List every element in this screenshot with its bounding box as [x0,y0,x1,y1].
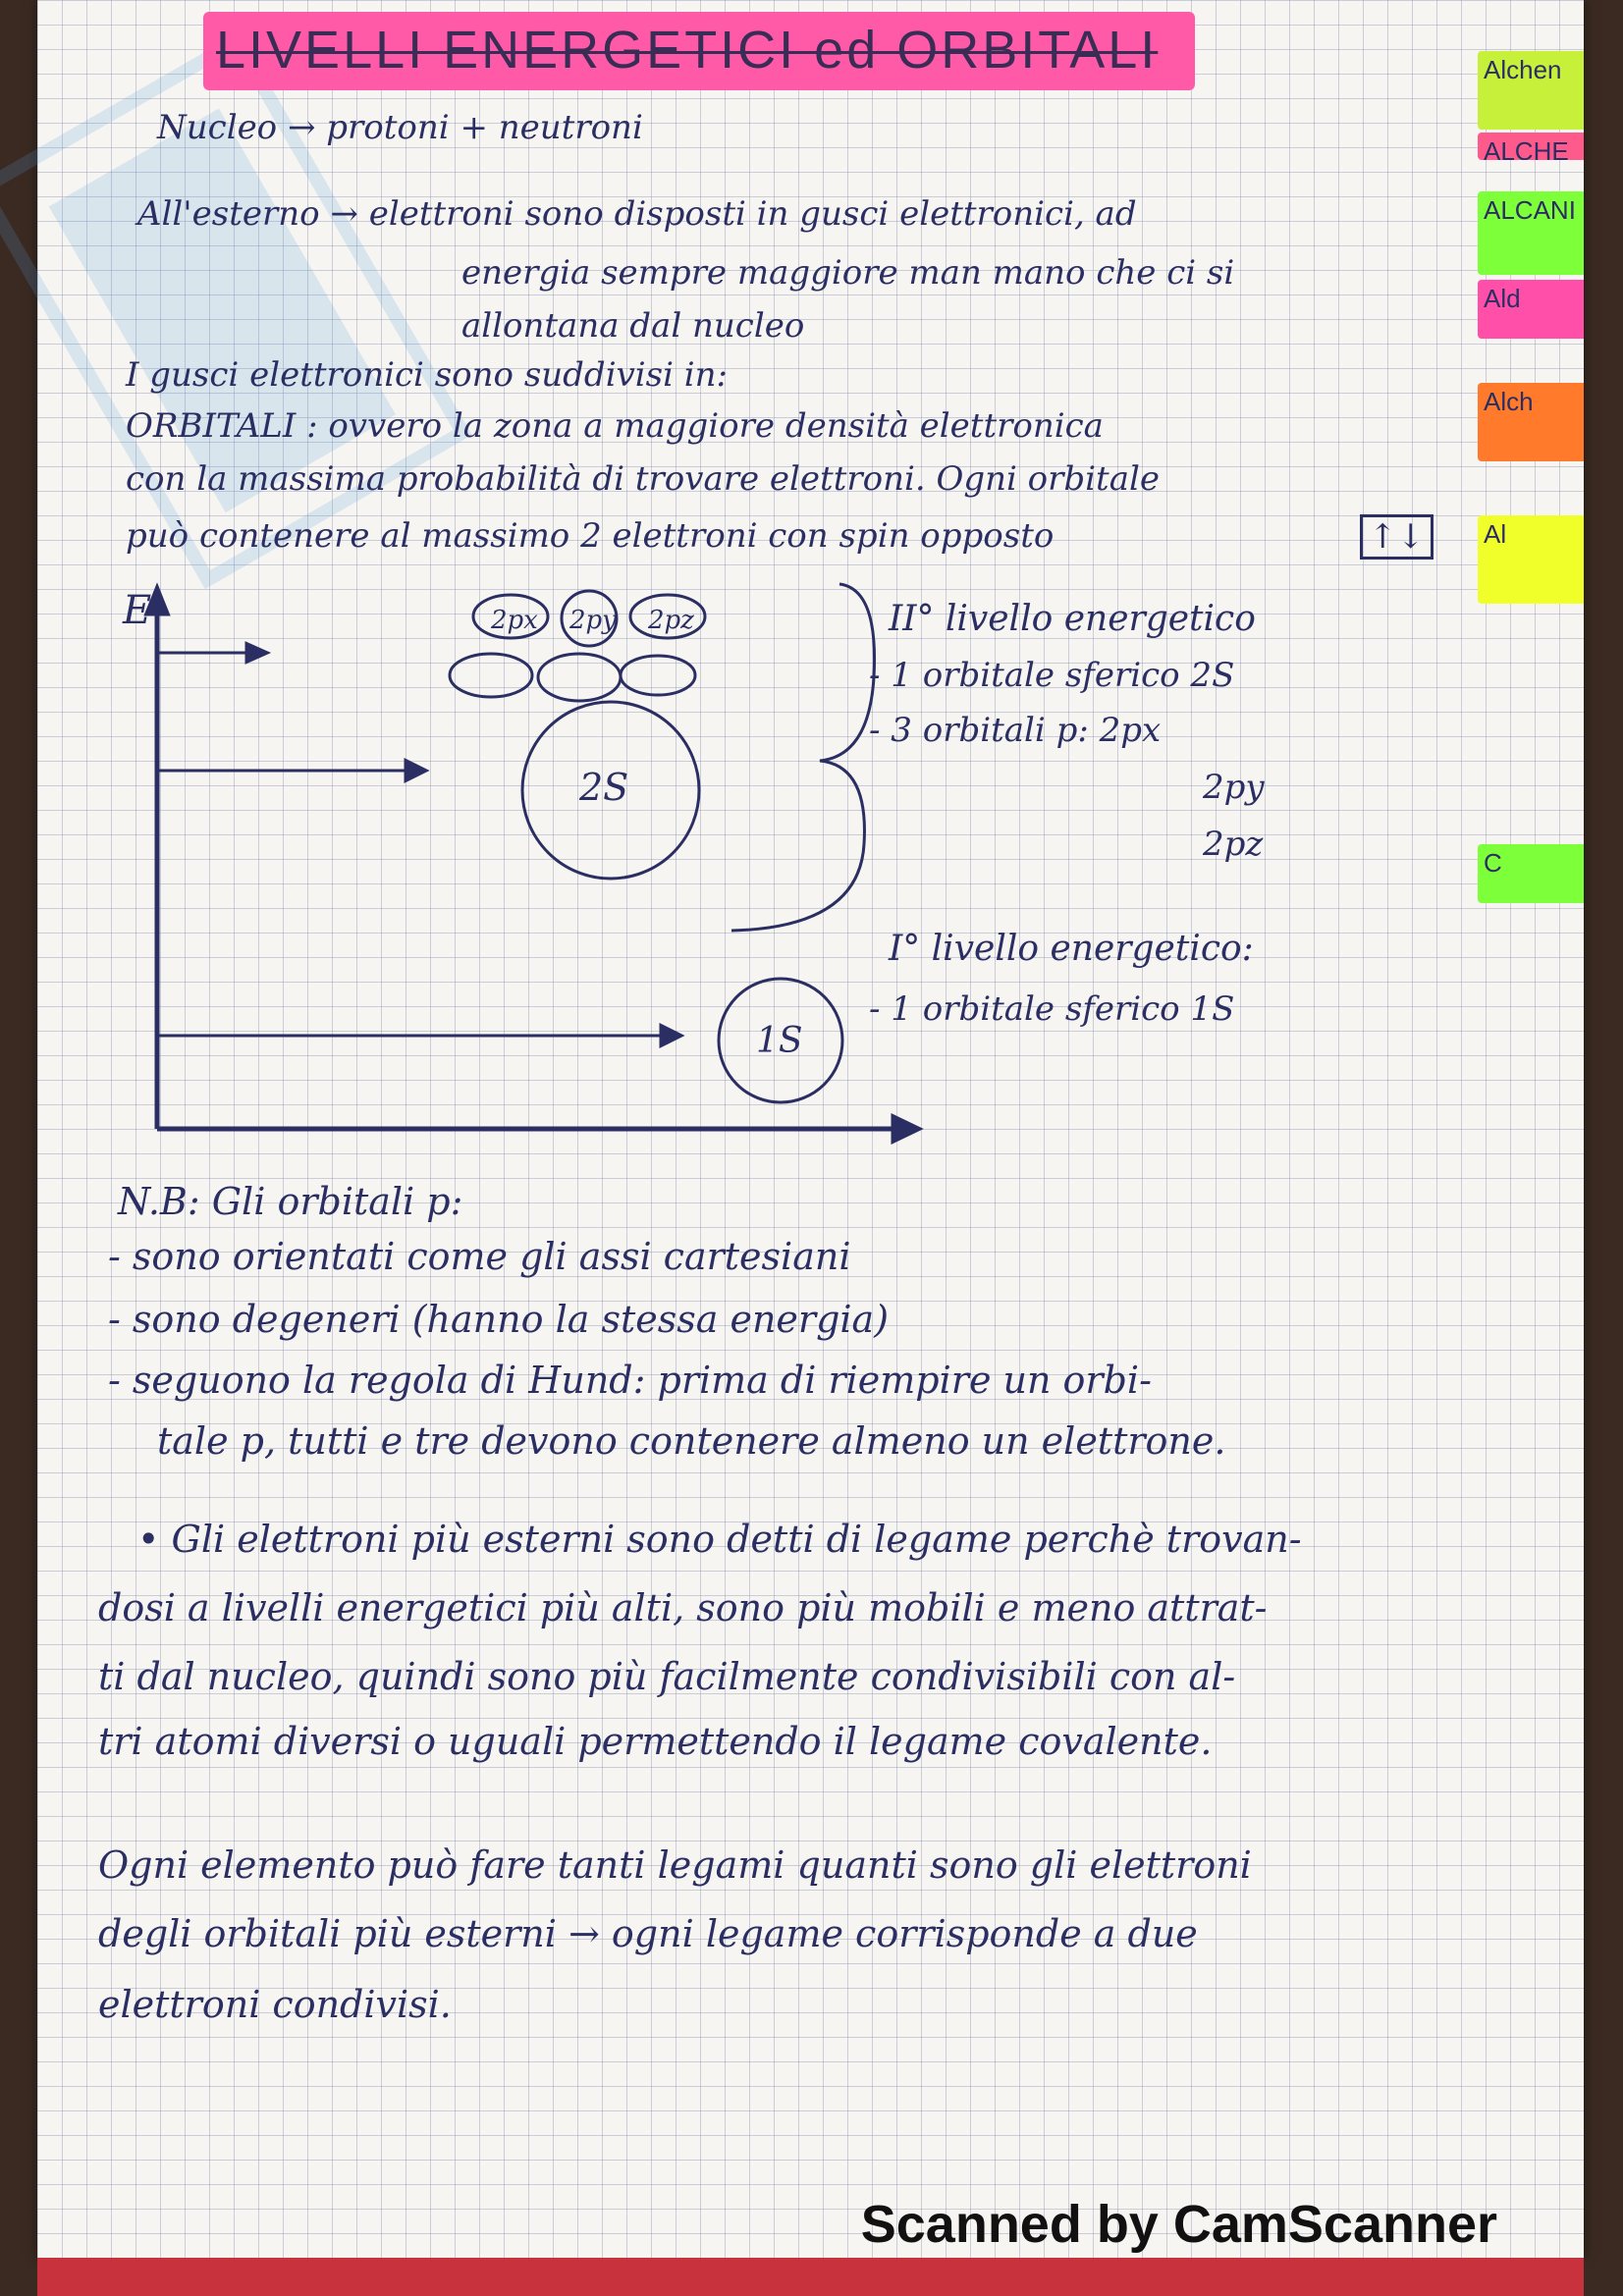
energy-axis-label: E [123,588,152,633]
nb-item-2: - sono degeneri (hanno la stessa energia) [108,1298,890,1341]
level2-title: II° livello energetico [889,599,1256,639]
orbital-label-2px: 2px [491,606,538,635]
sticky-tab: Alch [1478,383,1584,461]
sticky-tab: Alchen [1478,51,1584,130]
intro-line-7: con la massima probabilità di trovare elettroni. Ogni orbitale [126,459,1160,499]
sticky-tab: ALCANI [1478,191,1584,275]
orbital-label-1s: 1S [756,1021,803,1061]
intro-line-6: ORBITALI : ovvero la zona a maggiore densità elettronica [126,406,1104,446]
scanner-footer: Scanned by CamScanner [860,2195,1497,2254]
sticky-tab: C [1478,844,1584,903]
intro-line-8: può contenere al massimo 2 elettroni con spin opposto [126,516,1055,556]
nb-item-3: - seguono la regola di Hund: prima di riempire un orbi- [108,1359,1152,1402]
intro-line-2: All'esterno → elettroni sono disposti in gusci elettronici, ad [137,194,1137,234]
orbital-lobe-center [538,654,621,701]
level2-item-4: 2pz [1203,825,1264,864]
orbital-label-2py: 2py [569,606,617,635]
spin-box: ↑↓ [1360,514,1434,560]
para1-line-3: ti dal nucleo, quindi sono più facilmente condivisibili con al- [98,1655,1236,1698]
level1-item-1: - 1 orbitale sferico 1S [869,989,1235,1029]
nb-item-1: - sono orientati come gli assi cartesiani [108,1235,851,1278]
orbital-lobe-left [450,654,532,697]
level2-item-2: - 3 orbitali p: 2px [869,711,1162,750]
time-axis-arrowhead [893,1117,918,1141]
intro-line-3: energia sempre maggiore man mano che ci si [461,253,1235,293]
level-2-brace [731,584,875,931]
intro-line-1: Nucleo → protoni + neutroni [157,108,643,147]
level2-item-3: 2py [1203,768,1265,807]
orbital-lobe-right [621,656,695,695]
sticky-tab: ALCHE [1478,133,1584,160]
orbital-label-2s: 2S [579,766,629,809]
intro-line-5: I gusci elettronici sono suddivisi in: [126,355,729,395]
orbital-label-2pz: 2pz [648,606,694,635]
para2-line-3: elettroni condivisi. [98,1983,452,2026]
page-title: LIVELLI ENERGETICI ed ORBITALI [216,21,1159,80]
level1-title: I° livello energetico: [889,929,1254,969]
level2-item-1: - 1 orbitale sferico 2S [869,656,1235,695]
nb-item-4: tale p, tutti e tre devono contenere almeno un elettrone. [157,1419,1226,1463]
para1-line-4: tri atomi diversi o uguali permettendo il legame covalente. [98,1720,1213,1763]
para2-line-2: degli orbitali più esterni → ogni legame corrisponde a due [98,1912,1198,1955]
intro-line-4: allontana dal nucleo [461,306,805,346]
para1-line-2: dosi a livelli energetici più alti, sono più mobili e meno attrat- [98,1586,1268,1629]
para1-line-1: • Gli elettroni più esterni sono detti di legame perchè trovan- [137,1518,1302,1561]
nb-heading: N.B: Gli orbitali p: [118,1180,463,1223]
sticky-tab: Ald [1478,280,1584,339]
sticky-tab: Al [1478,515,1584,604]
para2-line-1: Ogni elemento può fare tanti legami quanti sono gli elettroni [98,1843,1252,1887]
